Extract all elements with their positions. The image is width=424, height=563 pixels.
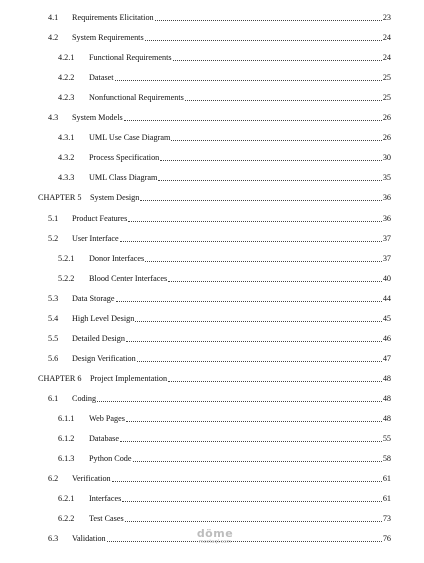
toc-dot-leader — [116, 301, 382, 302]
watermark-logo: döme — [196, 527, 234, 540]
toc-entry-title: High Level Design — [72, 313, 135, 323]
toc-entry[interactable] — [58, 72, 391, 84]
toc-entry-page: 44 — [382, 293, 391, 303]
toc-entry-title: Web Pages — [89, 414, 125, 423]
toc-entry[interactable] — [58, 92, 391, 104]
toc-entry-number: 6.1.2 — [58, 434, 75, 444]
toc-entry[interactable] — [48, 233, 391, 245]
toc-entry-title: Donor Interfaces — [89, 253, 145, 263]
toc-entry-number: 4.3 — [48, 113, 59, 123]
toc-entry-title: Python Code — [89, 454, 132, 464]
toc-entry-title: Product Features — [72, 213, 128, 223]
toc-entry-number: 4.1 — [48, 13, 59, 22]
toc-entry-number: CHAPTER 5 — [38, 193, 82, 203]
toc-entry-number: 4.3.2 — [58, 153, 75, 163]
toc-dot-leader — [120, 241, 382, 242]
toc-entry-title: Requirements Elicitation — [72, 13, 154, 22]
toc-dot-leader — [120, 441, 382, 442]
toc-entry-number: 5.1 — [48, 213, 59, 223]
toc-entry-title: Test Cases — [89, 514, 124, 524]
toc-entry-number: 6.1.3 — [58, 454, 75, 464]
toc-dot-leader — [185, 100, 382, 101]
toc-entry-number: 5.2.1 — [58, 253, 75, 263]
toc-entry-title: Interfaces — [89, 494, 122, 504]
toc-entry[interactable] — [38, 192, 391, 204]
toc-entry[interactable] — [48, 473, 391, 485]
toc-entry-title: Coding — [72, 393, 97, 403]
toc-entry-title: Detailed Design — [72, 333, 125, 343]
toc-entry[interactable] — [58, 172, 391, 184]
toc-entry-title: Design Verification — [72, 353, 136, 363]
watermark — [185, 528, 245, 545]
toc-dot-leader — [158, 180, 381, 181]
toc-entry[interactable] — [58, 152, 391, 164]
toc-entry-page: 48 — [382, 414, 391, 423]
toc-entry[interactable] — [58, 493, 391, 505]
toc-entry-title: Blood Center Interfaces — [89, 273, 168, 283]
toc-entry-page: 61 — [382, 494, 391, 504]
toc-entry[interactable] — [48, 353, 391, 365]
toc-entry-number: 4.3.1 — [58, 133, 75, 143]
toc-dot-leader — [126, 341, 382, 342]
toc-entry[interactable] — [48, 12, 391, 24]
toc-dot-leader — [135, 321, 382, 322]
toc-entry-title: Dataset — [89, 73, 114, 83]
toc-entry[interactable] — [58, 453, 391, 465]
toc-entry-number: 6.2 — [48, 474, 59, 484]
toc-dot-leader — [168, 381, 382, 382]
toc-dot-leader — [112, 481, 382, 482]
toc-entry-number: 4.3.3 — [58, 173, 75, 183]
toc-dot-leader — [140, 200, 381, 201]
toc-dot-leader — [128, 221, 382, 222]
toc-entry-number: 5.2.2 — [58, 273, 75, 283]
toc-entry-page: 73 — [382, 514, 391, 524]
toc-entry-page: 36 — [382, 193, 391, 203]
toc-entry[interactable] — [48, 293, 391, 305]
toc-dot-leader — [125, 521, 382, 522]
toc-entry-page: 45 — [382, 313, 391, 323]
toc-dot-leader — [133, 461, 382, 462]
toc-entry-title: Functional Requirements — [89, 53, 172, 63]
toc-entry[interactable] — [48, 32, 391, 44]
toc-entry[interactable] — [48, 112, 391, 124]
toc-dot-leader — [126, 421, 382, 422]
toc-dot-leader — [171, 140, 381, 141]
toc-entry[interactable] — [48, 333, 391, 345]
toc-entry-page: 26 — [382, 113, 391, 123]
toc-entry-title: Nonfunctional Requirements — [89, 93, 184, 103]
toc-entry-page: 37 — [382, 253, 391, 263]
toc-entry-page: 24 — [382, 33, 391, 43]
toc-dot-leader — [173, 60, 382, 61]
toc-entry-page: 46 — [382, 333, 391, 343]
toc-entry-page: 58 — [382, 454, 391, 464]
toc-entry-title: UML Use Case Diagram — [89, 133, 171, 143]
toc-entry-number: 5.4 — [48, 313, 59, 323]
toc-entry-number: 5.3 — [48, 293, 59, 303]
toc-entry-page: 47 — [382, 353, 391, 363]
toc-entry-title: System Design — [90, 193, 140, 203]
toc-entry[interactable] — [58, 273, 391, 285]
toc-entry-title: System Models — [72, 113, 123, 123]
toc-entry[interactable] — [58, 132, 391, 144]
toc-entry-title: Data Storage — [72, 293, 115, 303]
toc-dot-leader — [122, 501, 382, 502]
toc-entry-page: 61 — [382, 474, 391, 484]
toc-entry-title: Process Specification — [89, 153, 160, 163]
toc-entry-page: 37 — [382, 233, 391, 243]
toc-entry[interactable] — [58, 513, 391, 525]
toc-entry[interactable] — [48, 313, 391, 325]
toc-entry-page: 30 — [382, 153, 391, 163]
toc-dot-leader — [145, 261, 382, 262]
toc-entry-page: 40 — [382, 273, 391, 283]
toc-entry-number: 5.5 — [48, 333, 59, 343]
toc-entry-title: Verification — [72, 474, 111, 484]
toc-dot-leader — [124, 120, 382, 121]
toc-entry[interactable] — [58, 253, 391, 265]
toc-entry-number: 4.2.3 — [58, 93, 75, 103]
toc-entry-page: 35 — [382, 173, 391, 183]
toc-entry-title: User Interface — [72, 233, 119, 243]
toc-entry[interactable] — [58, 433, 391, 445]
toc-dot-leader — [155, 20, 382, 21]
toc-entry-number: 4.2 — [48, 33, 59, 43]
toc-entry-page: 25 — [382, 73, 391, 83]
toc-entry-page: 36 — [382, 213, 391, 223]
toc-entry-page: 48 — [382, 393, 391, 403]
toc-dot-leader — [145, 40, 382, 41]
toc-entry-title: UML Class Diagram — [89, 173, 158, 183]
toc-entry-number: 6.3 — [48, 534, 59, 544]
toc-entry-page: 76 — [382, 534, 391, 544]
toc-entry-page: 26 — [382, 133, 391, 143]
toc-dot-leader — [160, 160, 382, 161]
toc-entry-page: 48 — [382, 373, 391, 383]
toc-entry-number: 6.2.2 — [58, 514, 75, 524]
toc-entry-number: 6.1 — [48, 393, 59, 403]
watermark-subtitle: mostaql.com — [198, 539, 232, 545]
toc-entry[interactable] — [58, 413, 391, 425]
toc-entry-page: 23 — [382, 13, 391, 22]
toc-entry-number: 5.6 — [48, 353, 59, 363]
toc-dot-leader — [97, 401, 382, 402]
toc-entry-title: Database — [89, 434, 120, 444]
toc-entry-number: 6.2.1 — [58, 494, 75, 504]
toc-dot-leader — [137, 361, 382, 362]
toc-entry-title: Project Implementation — [90, 373, 168, 383]
toc-entry[interactable] — [48, 213, 391, 225]
toc-entry-page: 25 — [382, 93, 391, 103]
toc-entry-title: System Requirements — [72, 33, 144, 43]
toc-entry[interactable] — [48, 393, 391, 405]
toc-entry-title: Validation — [72, 534, 106, 544]
toc-entry-number: 4.2.1 — [58, 53, 75, 63]
toc-entry-number: 5.2 — [48, 233, 59, 243]
toc-dot-leader — [168, 281, 382, 282]
toc-entry[interactable] — [38, 373, 391, 385]
toc-entry[interactable] — [58, 52, 391, 64]
toc-entry-number: 6.1.1 — [58, 414, 75, 423]
toc-entry-number: 4.2.2 — [58, 73, 75, 83]
toc-entry-number: CHAPTER 6 — [38, 373, 82, 383]
toc-dot-leader — [115, 80, 382, 81]
toc-entry-page: 24 — [382, 53, 391, 63]
toc-entry-page: 55 — [382, 434, 391, 444]
